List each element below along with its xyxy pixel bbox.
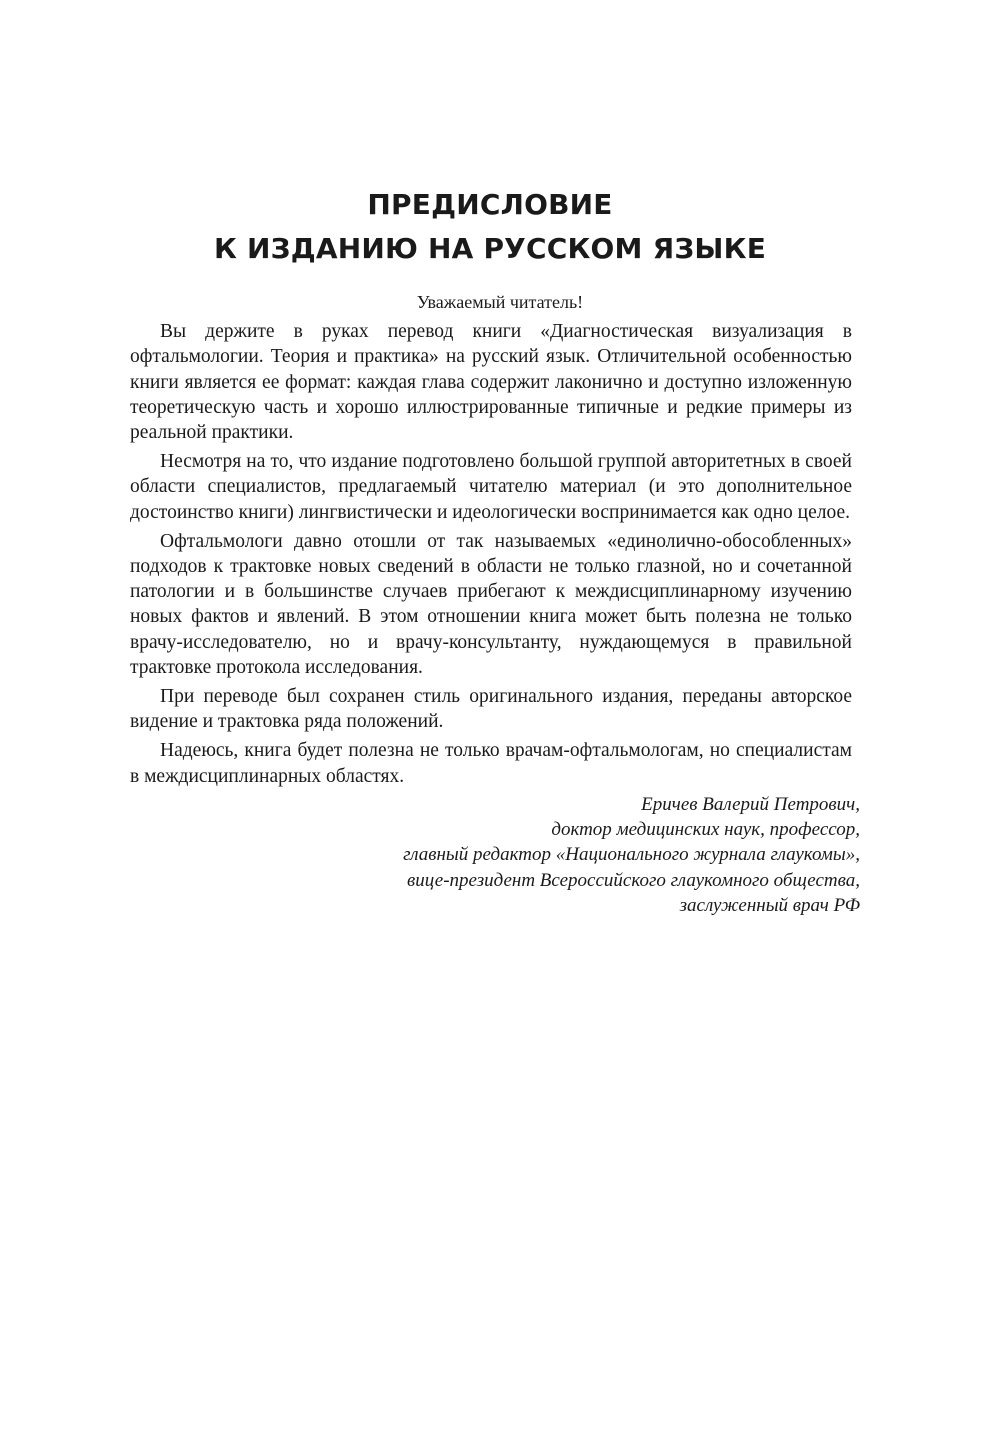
greeting: Уважаемый читатель! <box>416 292 584 312</box>
title-line-1: ПРЕДИСЛОВИЕ <box>367 188 613 221</box>
title-line-2: К ИЗДАНИЮ НА РУССКОМ ЯЗЫКЕ <box>213 232 767 265</box>
paragraph-1: Вы держите в руках перевод книги «Диагностическая визуализация в офтальмологии. Теория и практика» на русский язык. Отличительной особенностью книги является ее формат: каждая глава содержит лаконично и доступно изложенную теоретическую часть и хорошо иллюстрированные типичные и редкие примеры из реальной практики. <box>130 321 852 444</box>
paragraph-2: Несмотря на то, что издание подготовлено большой группой авторитетных в своей области специалистов, предлагаемый читателю материал (и это дополнительное достоинство книги) лингвистически и идеологически воспринимается как одно целое. <box>130 451 852 523</box>
paragraph-3: Офтальмологи давно отошли от так называемых «единолично-обособленных» подходов к трактовке новых сведений в области не только глазной, но и сочетанной патологии и в большинстве случаев прибегают к междисциплинарному изучению новых фактов и явлений. В этом отношении книга может быть полезна не только врачу-исследователю, но и врачу-консультанту, нуждающемуся в правильной трактовке протокола исследования. <box>130 530 852 678</box>
signature-editor: главный редактор «Национального журнала глаукомы», <box>403 844 860 866</box>
signature-vice-president: вице-президент Всероссийского глаукомного общества, <box>407 869 860 891</box>
preface-body <box>130 290 852 793</box>
signature-block <box>403 792 860 918</box>
paragraph-4: При переводе был сохранен стиль оригинального издания, переданы авторское видение и трактовка ряда положений. <box>130 686 852 733</box>
signature-degree: доктор медицинских наук, профессор, <box>551 819 860 841</box>
paragraph-5: Надеюсь, книга будет полезна не только врачам-офтальмологам, но специалистам в междисциплинарных областях. <box>130 740 852 787</box>
signature-title: заслуженный врач РФ <box>679 894 860 916</box>
signature-name: Еричев Валерий Петрович, <box>641 794 860 815</box>
page-title <box>120 183 860 271</box>
